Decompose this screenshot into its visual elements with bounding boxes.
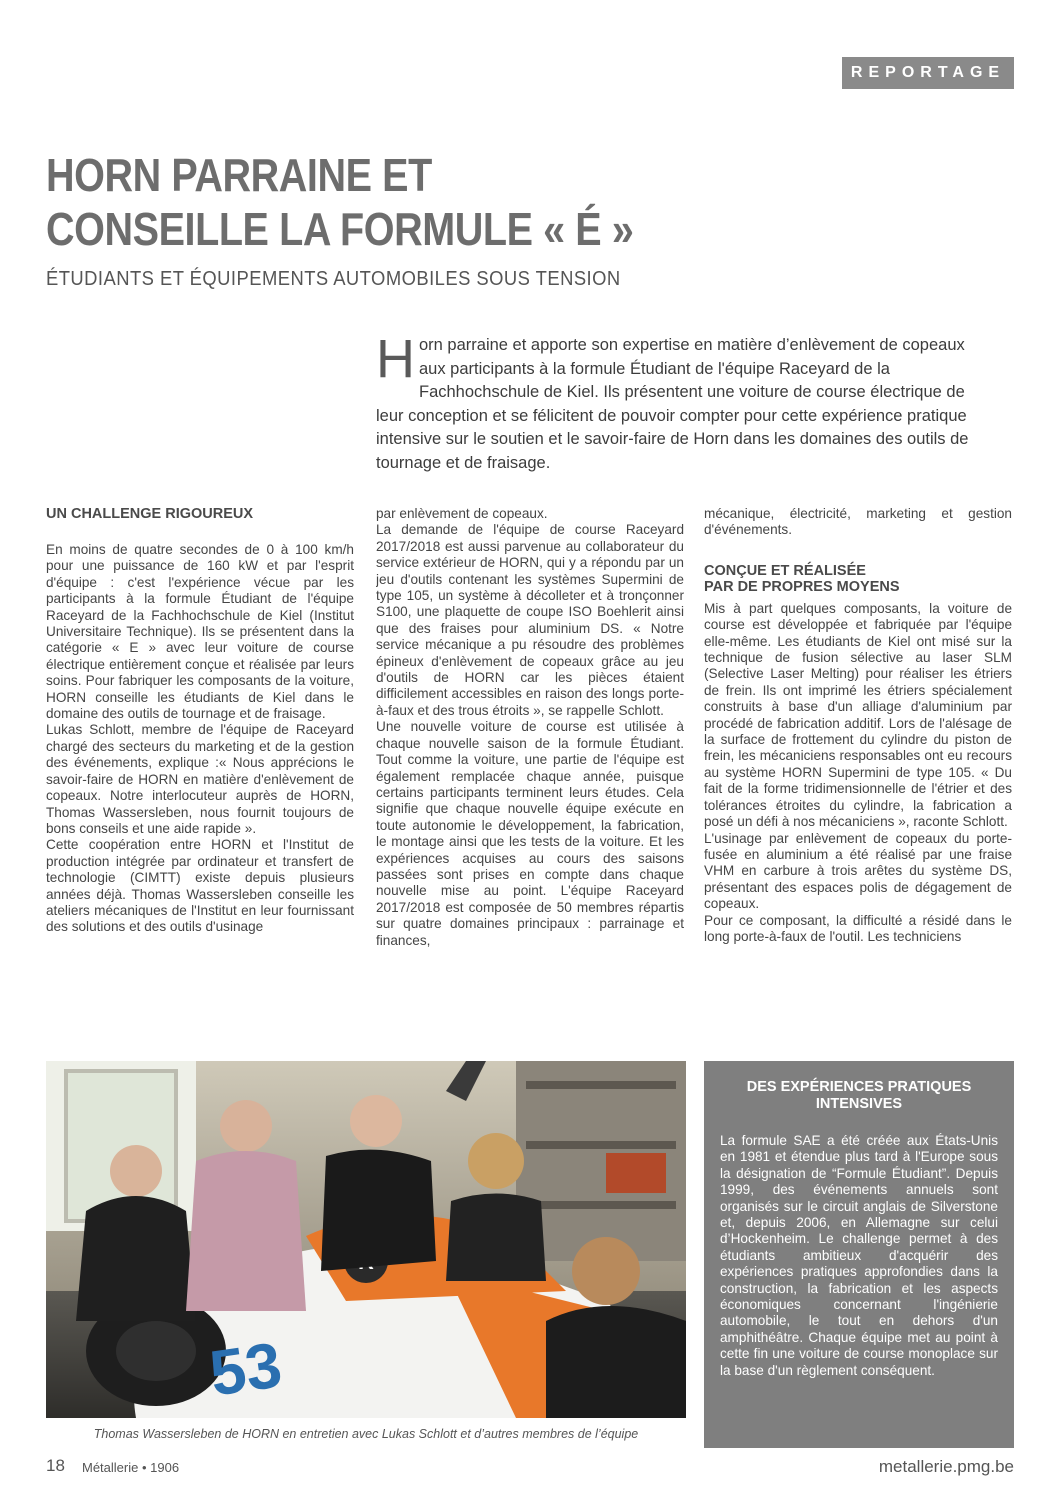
article-column-2 [376,506,684,1030]
page-number: 18 [46,1456,65,1475]
paragraph: mécanique, électricité, marketing et gestion d'événements. [704,506,1012,538]
paragraph: Lukas Schlott, membre de l'équipe de Raceyard chargé des secteurs du marketing et de la gestion des événements, explique :« Nous apprécions le savoir-faire de HORN en matière d'enlèvement de copeaux. Notre interlocuteur auprès de HORN, Thomas Wassersleben, nous fournit toujours de bons conseils et une aide rapide ». [46,722,354,836]
sidebar-text: La formule SAE a été créée aux États-Unis en 1981 et étendue plus tard à l'Europe sous la désignation de “Formule Étudiant”. Depuis 1999, des événements annuels sont organisés sur le circuit anglais de Silverstone et, depuis 2006, en Allemagne sur celui d’Hockenheim. Le challenge permet à des étudiants ambitieux d'acquérir des expériences pratiques approfondies dans la construction, la fabrication et les aspects économiques concernant l'ingénierie automobile, le tout en dehors d'un amphithéâtre. Chaque équipe met au point à cette fin une voiture de course monoplace sur la base d'un règlement conséquent. [720,1133,998,1378]
photo-illustration [46,1061,686,1418]
photo-caption: Thomas Wassersleben de HORN en entretien avec Lukas Schlott et d’autres membres de l’équipe [93,1427,639,1441]
sidebar-heading [720,1079,998,1113]
paragraph: La demande de l'équipe de course Raceyard 2017/2018 est aussi parvenue au collaborateur du service extérieur de HORN, qui y a répondu par un jeu d'outils contenant les systèmes Supermini de type 105, un système à décolleter et à tronçonner S100, une plaquette de coupe ISO Boehlerit ainsi que des fraises pour aluminium DS. « Notre service mécanique a pu résoudre des problèmes épineux d'enlèvement de copeaux grâce au jeu d'outils de HORN car les pièces étaient difficilement accessibles en raison des longs porte-à-faux et des trous étroits », se rappelle Schlott. [376,522,684,718]
paragraph: Mis à part quelques composants, la voiture de course est développée et fabriquée par l'équipe elle-même. Les étudiants de Kiel ont misé sur la technique de fusion sélective au laser SLM (Selective Laser Melting) pour réaliser les étriers de frein. Ils ont imprimé les étriers spécialement construits à base d'un alliage d'aluminium par procédé de fabrication additif. Lors de l'alésage de la surface de frottement du cylindre du piston de frein, les mécaniciens responsables ont eu recours au système HORN Supermini de type 105. « Du fait de la forme tridimensionnelle de l'étrier et des tolérances étroites du cylindre, la fabrication a posé un défi à nos mécaniciens », raconte Schlott. [704,600,1012,830]
article-column-3 [704,506,1012,1030]
website-url[interactable]: metallerie.pmg.be [878,1457,1014,1476]
headline-line-2: CONSEILLE LA FORMULE « É » [46,203,634,255]
section-label: REPORTAGE [842,57,1014,89]
paragraph: Pour ce composant, la difficulté a résidé dans le long porte-à-faux de l'outil. Les techniciens [704,912,1012,944]
heading-line-1: CONÇUE ET RÉALISÉE [704,562,866,579]
paragraph: Une nouvelle voiture de course est utilisée à chaque nouvelle saison de la formule Étudiant. Tout comme la voiture, une partie de l'équipe est également remplacée chaque année, puisque certains participants terminent leurs études. Cela signifie que chaque nouvelle équipe exécute en toute autonomie le développement, la fabrication, le montage ainsi que les tests de la voiture. Et les expériences acquises au cours des saisons passées sont prises en compte dans chaque nouvelle mise au point. L'équipe Raceyard 2017/2018 est composée de 50 membres répartis sur quatre domaines principaux : parrainage et finances, [376,719,684,948]
heading-line-2: PAR DE PROPRES MOYENS [704,578,900,595]
headline-line-1: HORN PARRAINE ET [46,149,432,201]
paragraph: Cette coopération entre HORN et l'Institut de production intégrée par ordinateur et transfert de technologie (CIMTT) existe depuis plusieurs années déjà. Thomas Wassersleben conseille les ateliers mécaniques de l'Institut en leur fournissant des solutions et des outils d'usinage [46,837,354,935]
workshop-photo [46,1061,686,1418]
sidebar-heading-line-2: INTENSIVES [815,1096,903,1112]
magazine-issue: Métallerie • 1906 [82,1460,180,1475]
headline [46,148,751,256]
section-heading-challenge: UN CHALLENGE RIGOUREUX [46,506,254,522]
paragraph: En moins de quatre secondes de 0 à 100 km/h pour une puissance de 160 kW et par l'esprit d'équipe : c'est l'expérience vécue par les participants à la formule Étudiant de l'équipe Raceyard de la Fachhochschule de Kiel (Institut Universitaire Technique). Ils se présentent dans la catégorie « E » avec leur voiture de course électrique entièrement conçue et réalisée par leurs soins. Pour fabriquer les composants de la voiture, HORN conseille les étudiants de Kiel dans le domaine des outils de tournage et de fraisage. [46,542,354,722]
article-column-1 [46,506,354,1030]
car-number: 53 [205,1328,286,1410]
lead-text: orn parraine et apporte son expertise en matière d’enlèvement de copeaux aux participants à la formule Étudiant de l'équipe Raceyard de la Fachhochschule de Kiel. Ils présentent une voiture de course électrique de leur conception et se félicitent de pouvoir compter pour cette expérience pratique intensive sur le soutien et le savoir-faire de Horn dans les domaines des outils de tournage et de fraisage. [376,336,969,472]
subheadline: ÉTUDIANTS ET ÉQUIPEMENTS AUTOMOBILES SOUS TENSION [46,268,621,290]
drop-cap: H [376,329,415,389]
sidebar-heading-line-1: DES EXPÉRIENCES PRATIQUES [746,1079,972,1095]
section-heading-concue [704,563,1012,595]
lead-paragraph [376,329,988,475]
paragraph: par enlèvement de copeaux. [376,506,548,521]
paragraph: L'usinage par enlèvement de copeaux du porte-fusée en aluminium a été réalisé par une fraise VHM en carbure à trois arêtes du système DS, présentant des espaces polis de dégagement de copeaux. [704,830,1012,912]
sidebar-box [704,1061,1014,1448]
